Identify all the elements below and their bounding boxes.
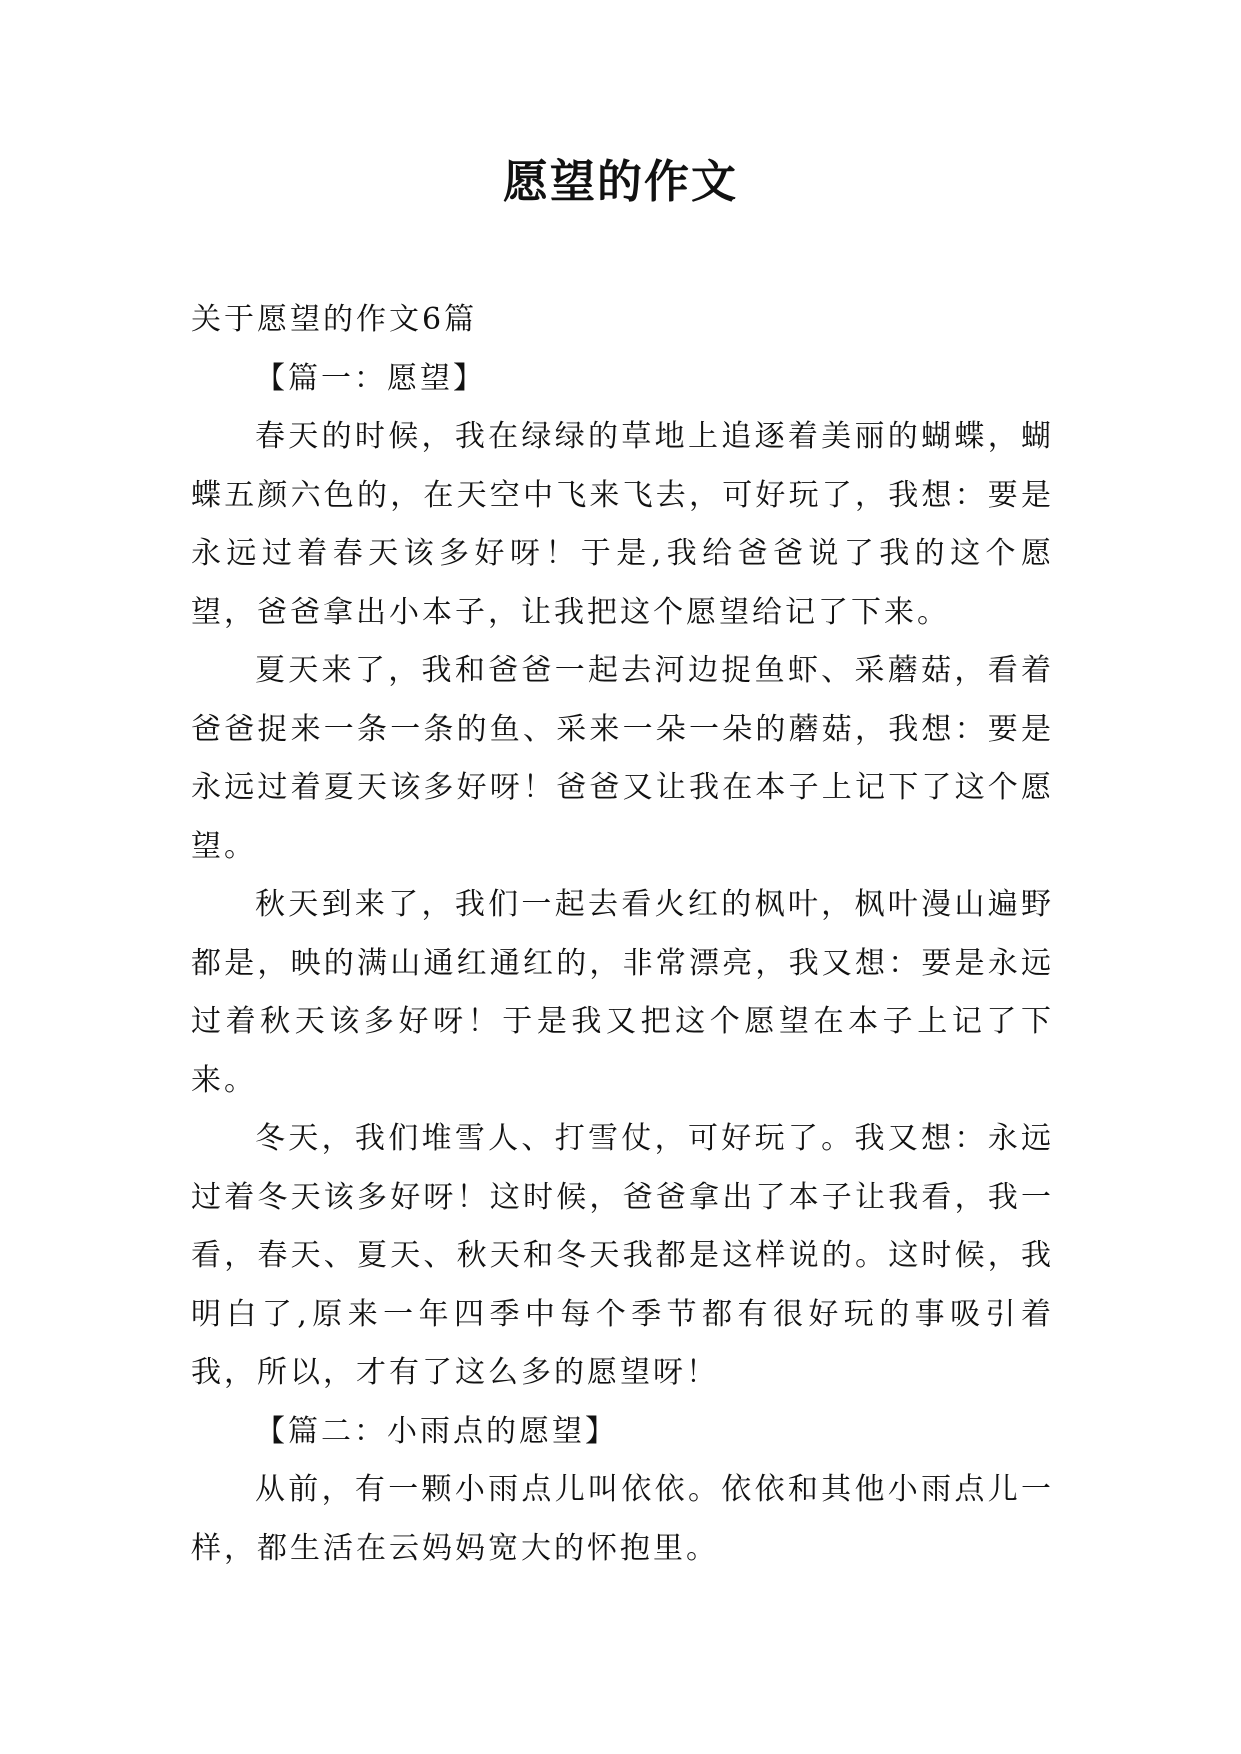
paragraph-summer: 夏天来了，我和爸爸一起去河边捉鱼虾、采蘑菇，看着爸爸捉来一条一条的鱼、采来一朵一朵的蘑菇，我想：要是永远过着夏天该多好呀！爸爸又让我在本子上记下了这个愿望。 [191, 653, 1054, 864]
paragraph-spring: 春天的时候，我在绿绿的草地上追逐着美丽的蝴蝶，蝴蝶五颜六色的，在天空中飞来飞去，可好玩了，我想：要是永远过着春天该多好呀！于是,我给爸爸说了我的这个愿望，爸爸拿出小本子，让我把这个愿望给记了下来。 [191, 419, 1054, 630]
section-heading-1: 【篇一：愿望】 [255, 360, 486, 396]
paragraph-raindrop: 从前，有一颗小雨点儿叫依依。依依和其他小雨点儿一样，都生活在云妈妈宽大的怀抱里。 [191, 1472, 1054, 1566]
paragraph-autumn: 秋天到来了，我们一起去看火红的枫叶，枫叶漫山遍野都是，映的满山通红通红的，非常漂亮，我又想：要是永远过着秋天该多好呀！于是我又把这个愿望在本子上记了下来。 [191, 887, 1054, 1098]
section-heading-2: 【篇二：小雨点的愿望】 [255, 1413, 618, 1449]
document-body [191, 291, 1054, 1578]
document-title: 愿望的作文 [502, 155, 738, 208]
paragraph-winter: 冬天，我们堆雪人、打雪仗，可好玩了。我又想：永远过着冬天该多好呀！这时候，爸爸拿出了本子让我看，我一看，春天、夏天、秋天和冬天我都是这样说的。这时候，我明白了,原来一年四季中每个季节都有很好玩的事吸引着我，所以，才有了这么多的愿望呀！ [191, 1121, 1054, 1390]
intro-line: 关于愿望的作文6篇 [191, 302, 478, 337]
